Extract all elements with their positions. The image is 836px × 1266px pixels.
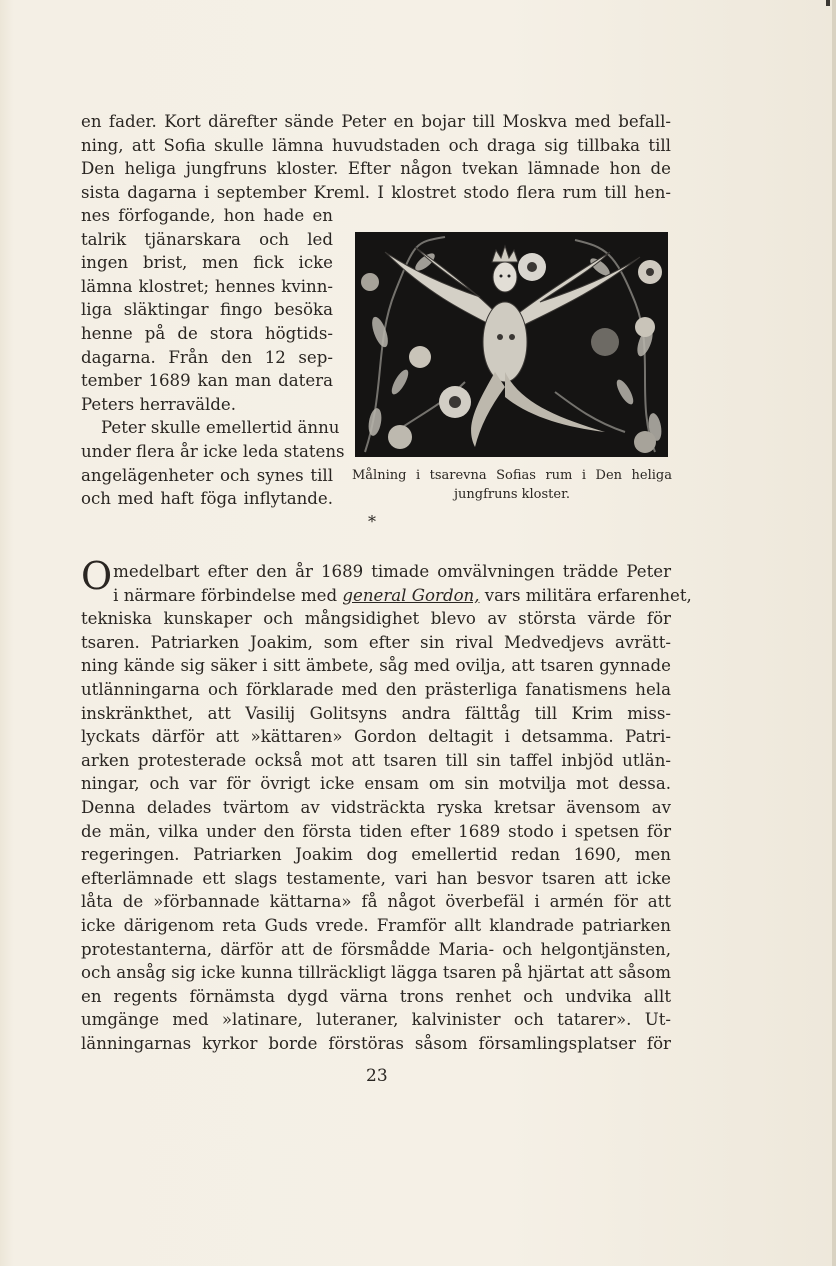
text-line: ning kände sig säker i sitt ämbete, såg med ovilja, att tsaren gynnade — [81, 656, 671, 676]
text-line: efterlämnade ett slags testamente, vari han besvor tsaren att icke — [81, 868, 671, 888]
text-line: tekniska kunskaper och mångsidighet blevo av största värde för — [81, 609, 671, 629]
text-line: ingen brist, men fick icke — [81, 253, 333, 273]
text-line: umgänge med »latinare, luteraner, kalvinister och tatarer». Ut- — [81, 1010, 671, 1030]
text-line: inskränkthet, att Vasilij Golitsyns andra fälttåg till Krim miss- — [81, 703, 671, 723]
painting-illustration — [355, 232, 668, 457]
top-paragraph — [81, 110, 671, 204]
text-line: under flera år icke leda statens — [81, 441, 345, 461]
text-line: icke därigenom reta Guds vrede. Framför allt klandrade patriarken — [81, 915, 671, 935]
section-divider: * — [368, 512, 376, 531]
text-line: utlänningarna och förklarade med den prästerliga fanatismens hela — [81, 679, 671, 699]
corner-mark — [826, 0, 830, 6]
text-line: tember 1689 kan man datera — [81, 371, 333, 391]
text-line: och ansåg sig icke kunna tillräckligt lägga tsaren på hjärtat att såsom — [81, 963, 671, 983]
wrapped-paragraph — [81, 204, 345, 511]
text-line: en fader. Kort därefter sände Peter en bojar till Moskva med befall- — [81, 112, 671, 131]
text-line: angelägenheter och synes till — [81, 465, 333, 485]
italic-name: general Gordon, — [342, 585, 480, 605]
text-line: tsaren. Patriarken Joakim, som efter sin rival Medvedjevs avrätt- — [81, 632, 671, 652]
text-line — [81, 584, 692, 608]
text-segment: vars militära erfarenhet, — [479, 585, 692, 605]
text-line: henne på de stora högtids- — [81, 323, 333, 343]
text-line: talrik tjänarskara och led — [81, 229, 333, 249]
text-line: lämna klostret; hennes kvinn- — [81, 276, 333, 296]
text-line: länningarnas kyrkor borde förstöras såsom församlingsplatser för — [81, 1033, 671, 1053]
text-line: regeringen. Patriarken Joakim dog emellertid redan 1690, men — [81, 845, 671, 865]
sirin-bird-painting — [355, 232, 668, 457]
text-line: en regents förnämsta dygd värna trons renhet och undvika allt — [81, 986, 671, 1006]
caption-line: Målning i tsarevna Sofias rum i Den heliga — [352, 468, 672, 483]
text-line: Peter skulle emellertid ännu — [101, 418, 340, 438]
caption-line: jungfruns kloster. — [453, 487, 571, 502]
figure-caption — [352, 466, 672, 504]
text-line: de män, vilka under den första tiden efter 1689 stodo i spetsen för — [81, 821, 671, 841]
page-number: 23 — [366, 1066, 388, 1086]
page-edge — [832, 0, 836, 1266]
drop-cap: O — [81, 554, 113, 598]
text-line: nes förfogande, hon hade en — [81, 206, 333, 225]
text-line: ningar, och var för övrigt icke ensam om sin motvilja mot dessa. — [81, 774, 671, 794]
text-line: Den heliga jungfruns kloster. Efter någon tvekan lämnade hon de — [81, 159, 671, 179]
text-line: arken protesterade också mot att tsaren till sin taffel inbjöd utlän- — [81, 750, 671, 770]
main-paragraph — [81, 554, 692, 1055]
text-line: lyckats därför att »kättaren» Gordon deltagit i detsamma. Patri- — [81, 727, 671, 747]
text-line: protestanterna, därför att de försmådde Maria- och helgontjänsten, — [81, 939, 671, 959]
text-line: sista dagarna i september Kreml. I klostret stodo flera rum till hen- — [81, 182, 671, 202]
text-segment: i närmare förbindelse med — [113, 585, 343, 605]
text-line: dagarna. Från den 12 sep- — [81, 347, 333, 367]
text-line: liga släktingar fingo besöka — [81, 300, 333, 320]
text-line-first-content: medelbart efter den år 1689 timade omvälvningen trädde Peter — [113, 562, 671, 581]
text-line: och med haft föga inflytande. — [81, 489, 333, 509]
text-line: låta de »förbannade kättarna» få något överbefäl i armén för att — [81, 892, 671, 912]
text-line: Denna delades tvärtom av vidsträckta ryska kretsar ävensom av — [81, 797, 671, 817]
text-line: Peters herravälde. — [81, 394, 237, 414]
text-line: ning, att Sofia skulle lämna huvudstaden och draga sig tillbaka till — [81, 135, 671, 155]
